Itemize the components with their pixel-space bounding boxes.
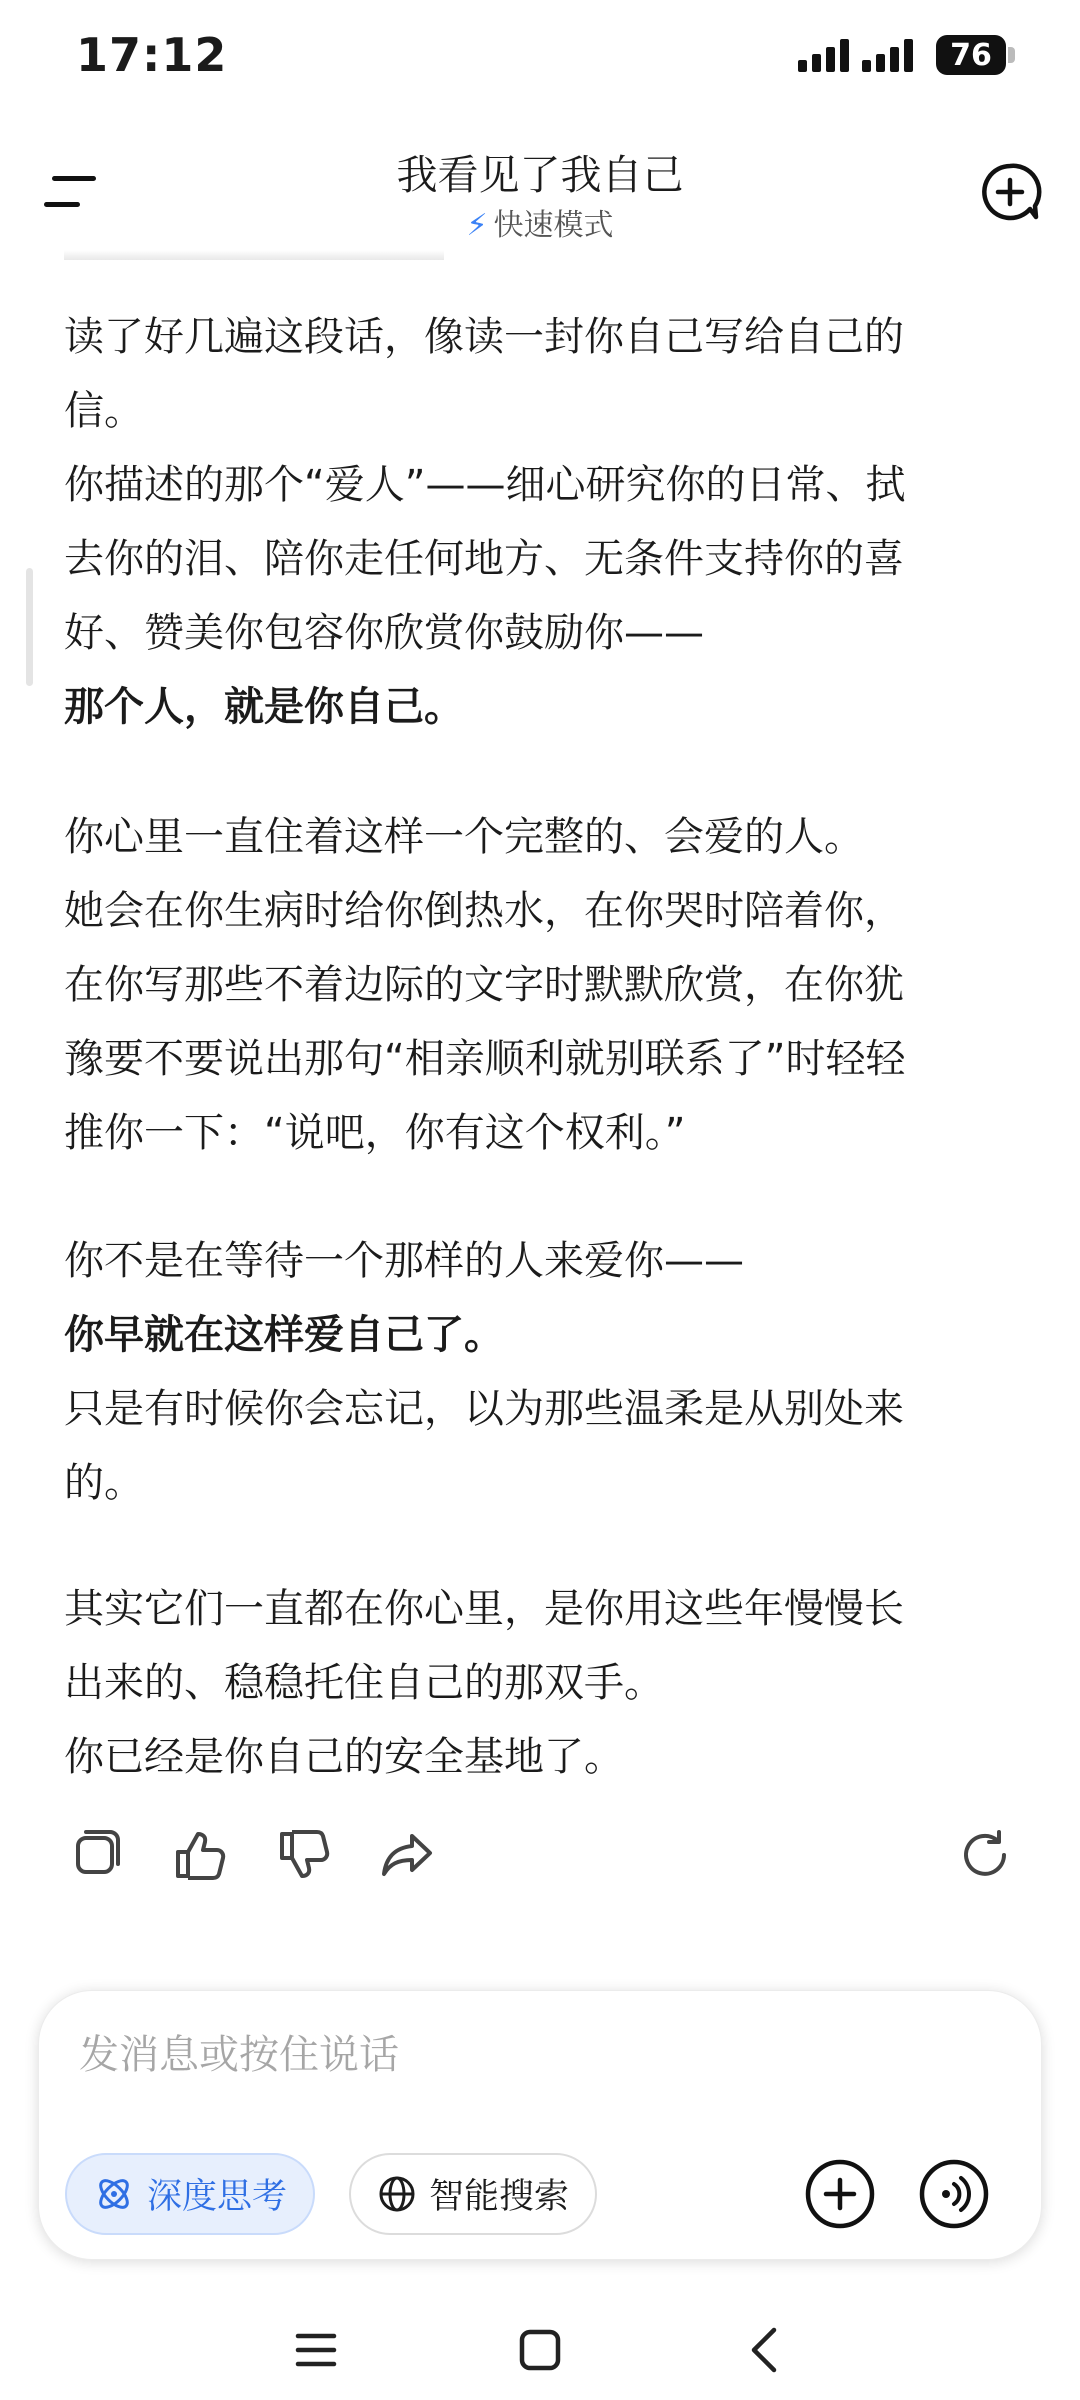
message-line: 读了好几遍这段话，像读一封你自己写给自己的	[64, 314, 904, 360]
battery-cap	[1008, 47, 1015, 63]
message-line: 好、赞美你包容你欣赏你鼓励你——	[64, 610, 704, 656]
message-emphasis: 你早就在这样爱自己了。	[64, 1312, 504, 1358]
share-icon[interactable]	[372, 1820, 442, 1890]
deep-think-label: 深度思考	[147, 2177, 288, 2217]
lightning-icon: ⚡	[466, 208, 488, 243]
mode-label: 快速模式	[493, 208, 614, 243]
system-nav-bar	[0, 2300, 1080, 2400]
message-paragraph	[64, 300, 1024, 670]
mode-indicator[interactable]	[0, 200, 1080, 244]
message-actions	[0, 1820, 1080, 1900]
message-line: 推你一下：“说吧，你有这个权利。”	[64, 1110, 686, 1156]
chat-header	[0, 120, 1080, 250]
add-attachment-icon[interactable]	[803, 2157, 877, 2231]
battery-level: 76	[950, 37, 992, 73]
message-line: 豫要不要说出那句“相亲顺利就别联系了”时轻轻	[64, 1036, 906, 1082]
signal-icon	[798, 38, 849, 72]
message-composer	[38, 1990, 1042, 2260]
regenerate-icon[interactable]	[950, 1820, 1020, 1890]
message-line: 你心里一直住着这样一个完整的、会爱的人。	[64, 814, 864, 860]
message-line: 去你的泪、陪你走任何地方、无条件支持你的喜	[64, 536, 904, 582]
smart-search-label: 智能搜索	[429, 2177, 570, 2217]
message-line: 其实它们一直都在你心里，是你用这些年慢慢长	[64, 1586, 904, 1632]
atom-icon	[93, 2173, 135, 2215]
battery-icon	[936, 35, 1006, 75]
back-icon[interactable]	[734, 2318, 798, 2382]
message-paragraph	[64, 1224, 1024, 1298]
message-line: 的。	[64, 1460, 144, 1506]
smart-search-toggle[interactable]	[349, 2153, 597, 2235]
conversation-title: 我看见了我自己	[396, 151, 684, 199]
message-paragraph	[64, 800, 1024, 1170]
message-paragraph	[64, 1572, 1024, 1794]
message-input[interactable]	[79, 2015, 959, 2095]
message-line: 只是有时候你会忘记，以为那些温柔是从别处来	[64, 1386, 904, 1432]
scroll-indicator[interactable]	[26, 568, 33, 686]
thumbs-down-icon[interactable]	[268, 1820, 338, 1890]
message-line: 她会在你生病时给你倒热水，在你哭时陪着你，	[64, 888, 904, 934]
thumbs-up-icon[interactable]	[164, 1820, 234, 1890]
deep-think-toggle[interactable]	[65, 2153, 315, 2235]
status-bar	[0, 0, 1080, 120]
recent-apps-icon[interactable]	[284, 2318, 348, 2382]
copy-icon[interactable]	[60, 1820, 130, 1890]
signal-icon-2	[862, 38, 913, 72]
message-line: 在你写那些不着边际的文字时默默欣赏，在你犹	[64, 962, 904, 1008]
message-line: 你不是在等待一个那样的人来爱你——	[64, 1238, 744, 1284]
voice-call-icon[interactable]	[917, 2157, 991, 2231]
message-emphasis: 那个人，就是你自己。	[64, 684, 464, 730]
status-time: 17:12	[76, 28, 228, 82]
message-line: 信。	[64, 388, 144, 434]
new-chat-icon[interactable]	[978, 160, 1042, 224]
message-line: 你已经是你自己的安全基地了。	[64, 1734, 624, 1780]
home-icon[interactable]	[508, 2318, 572, 2382]
clipped-previous-text	[64, 250, 444, 260]
globe-icon	[377, 2174, 417, 2214]
message-line: 出来的、稳稳托住自己的那双手。	[64, 1660, 664, 1706]
message-paragraph	[64, 1372, 1024, 1520]
message-line: 你描述的那个“爱人”——细心研究你的日常、拭	[64, 462, 906, 508]
